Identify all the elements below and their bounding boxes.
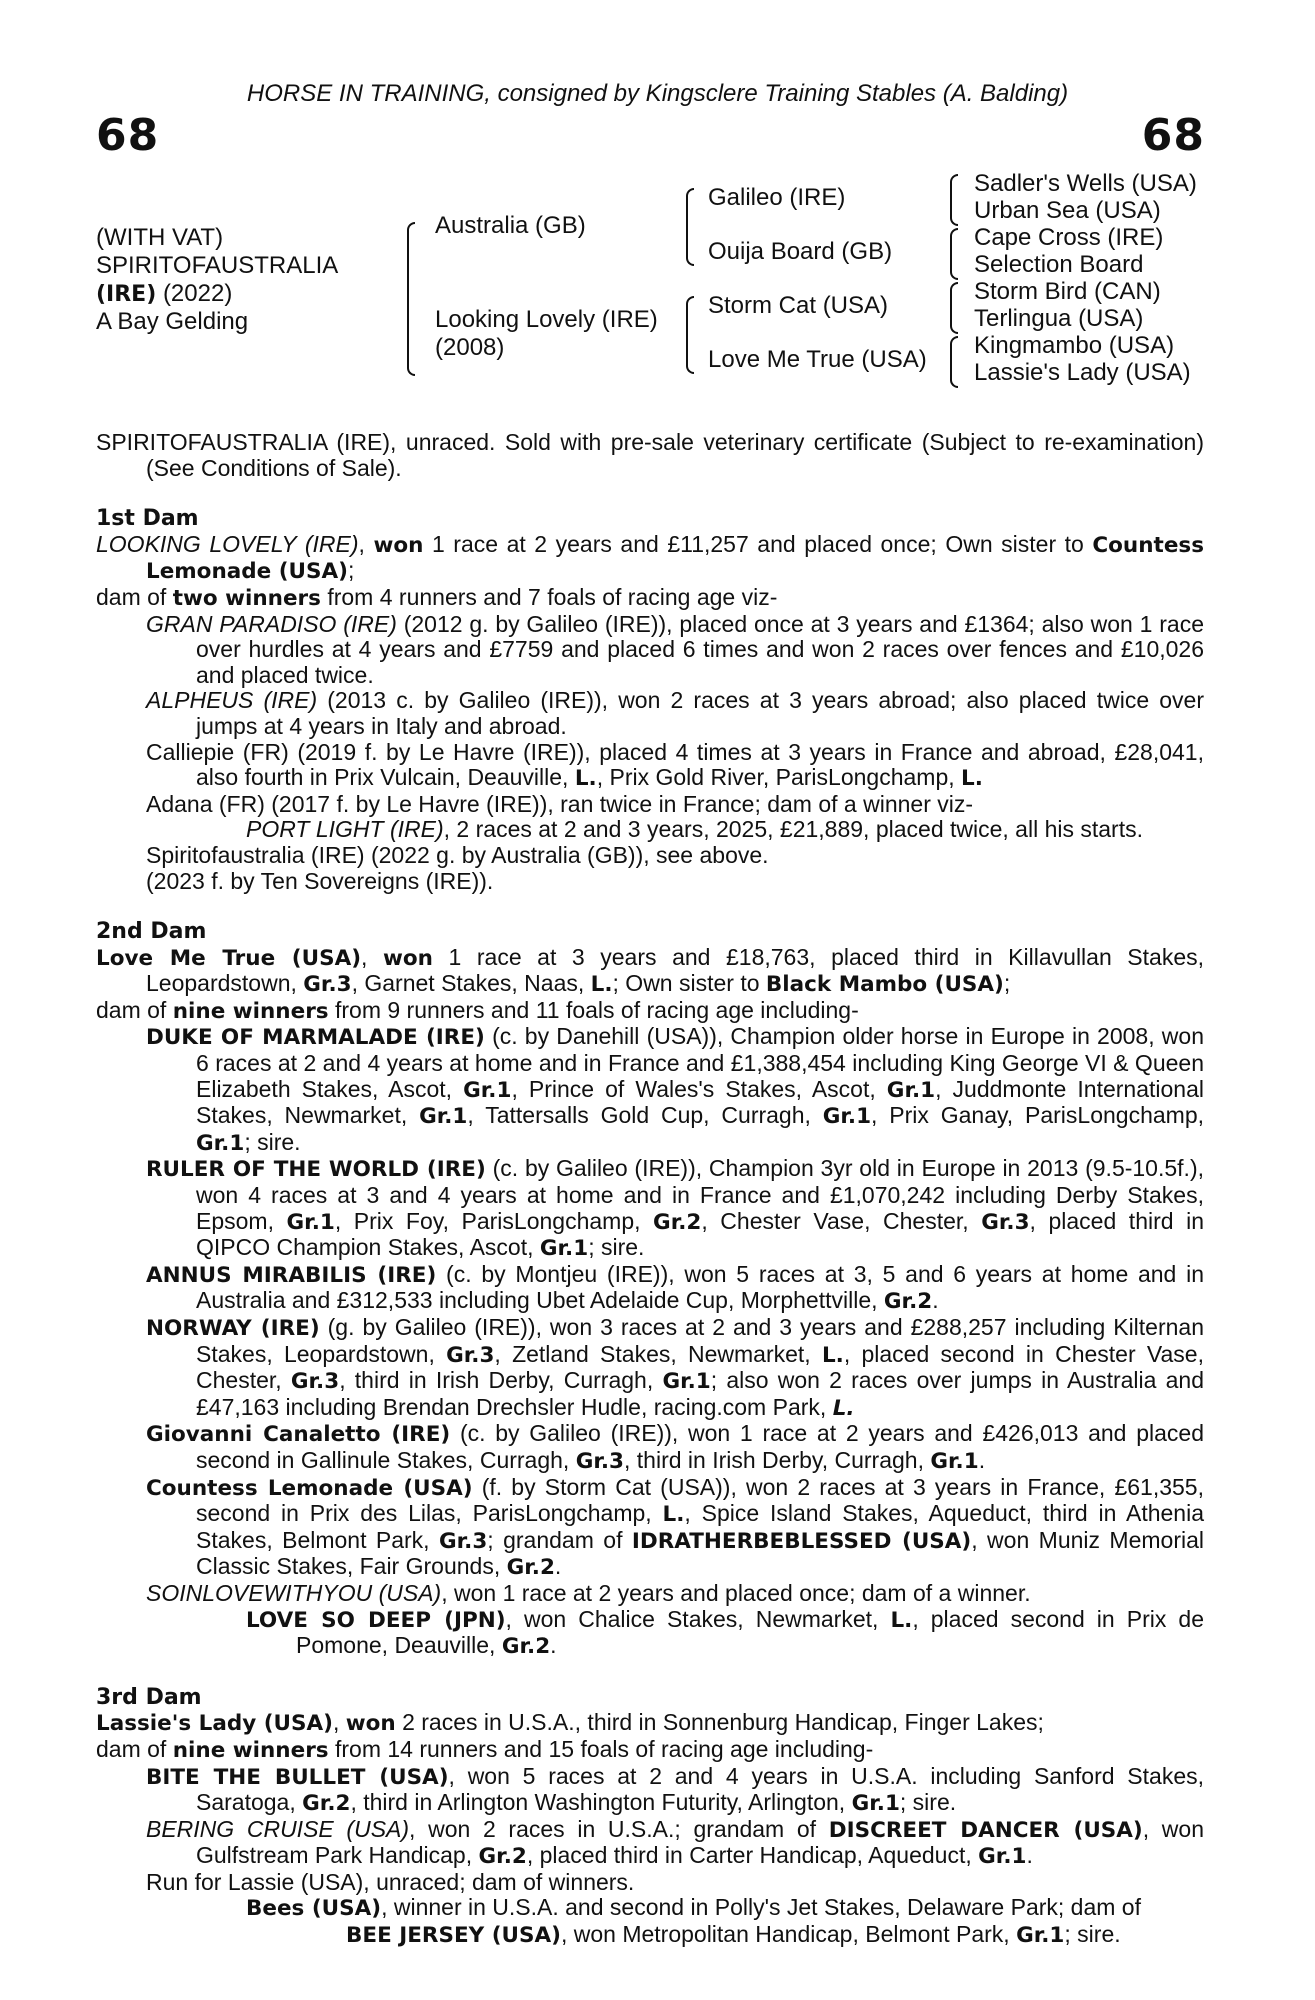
grade: L. — [961, 766, 983, 792]
third-dam-record: Lassie's Lady (USA), won 2 races in U.S.A., third in Sonnenburg Handicap, Finger Lakes; — [96, 1709, 1044, 1737]
first-dam-produce — [96, 585, 1204, 612]
grade: L. — [832, 1395, 855, 1421]
text: (c. by Danehill (USA)), Champion older horse in Europe in 2008, won 6 races at 2 and 4 years at home and in France and £1,388,454 including King George VI & Queen Elizabeth Stakes, Ascot, — [196, 1023, 1204, 1102]
granddam-2: Selection Board — [974, 251, 1144, 278]
horse-country-year — [96, 280, 232, 309]
horse-name: NORWAY (IRE) — [146, 1316, 320, 1341]
horse-name: BERING CRUISE (USA) — [146, 1815, 410, 1842]
text: (f. by Storm Cat (USA)), won 2 races at 3 years in France, £61,355, second in Prix des Lilas, ParisLongchamp, — [196, 1473, 1204, 1527]
text: (g. by Galileo (IRE)), won 3 races at 2 and 3 years and £288,257 including Kilternan Stakes, Leopardstown, — [196, 1314, 1205, 1367]
text: from 14 runners and 15 foals of racing age including- — [328, 1735, 874, 1762]
text: (c. by Montjeu (IRE)), won 5 races at 3, 5 and 6 years at home and in Australia and £312,533 including Ubet Adelaide Cup, Morphettville, — [196, 1260, 1204, 1314]
produce-alpheus — [96, 688, 1204, 739]
text: (2013 c. by Galileo (IRE)), won 2 races at 3 years abroad; also placed twice over jumps at 4 years in Italy and abroad. — [196, 687, 1204, 739]
first-dam-heading: 1st Dam — [96, 506, 199, 532]
winners-count: nine winners — [172, 1737, 329, 1763]
produce-gran-paradiso — [96, 612, 1204, 689]
text: , Spice Island Stakes, Aqueduct, third in Athenia Stakes, Belmont Park, — [196, 1500, 1204, 1553]
text: , won 1 race at 2 years and placed once; dam of a winner. — [441, 1579, 1031, 1606]
text: from 4 runners and 7 foals of racing age viz- — [320, 583, 778, 610]
third-dam-name: Lassie's Lady (USA) — [96, 1711, 333, 1737]
horse-name: DUKE OF MARMALADE (IRE) — [146, 1025, 485, 1051]
horse-name: ANNUS MIRABILIS (IRE) — [146, 1262, 437, 1288]
horse-name: SPIRITOFAUSTRALIA — [96, 252, 339, 279]
grade: L. — [662, 1502, 685, 1528]
horse-name: DISCREET DANCER (USA) — [828, 1817, 1143, 1843]
punct: ; — [347, 557, 355, 584]
grandsire-2: Cape Cross (IRE) — [974, 224, 1164, 251]
granddam-3: Terlingua (USA) — [974, 305, 1144, 332]
vat-label: (WITH VAT) — [96, 224, 224, 251]
page-header: HORSE IN TRAINING, consigned by Kingsclere Training Stables (A. Balding) — [246, 80, 1069, 107]
horse-name: SOINLOVEWITHYOU (USA) — [146, 1579, 442, 1606]
text: , Tattersalls Gold Cup, Curragh, — [467, 1102, 823, 1129]
text: , won 5 races at 2 and 4 years in U.S.A. including Sanford Stakes, Saratoga, — [196, 1762, 1205, 1816]
grade: Gr.1 — [851, 1791, 900, 1817]
text: , placed second in Chester Vase, Chester, — [196, 1340, 1204, 1394]
horse-country: (IRE) — [96, 282, 157, 307]
horse-name: BITE THE BULLET (USA) — [146, 1764, 449, 1790]
produce-port-light — [96, 817, 1204, 843]
text: , won 2 races in U.S.A.; grandam of — [409, 1815, 829, 1842]
horse-year: (2022) — [162, 280, 233, 307]
text: (c. by Galileo (IRE)), won 1 race at 2 years and £426,013 and placed second in Gallinule Stakes, Curragh, — [196, 1420, 1204, 1473]
produce-annus-mirabilis — [96, 1262, 1204, 1315]
produce-ruler-of-the-world — [96, 1156, 1204, 1261]
text: . — [978, 1446, 986, 1473]
grade: Gr.1 — [662, 1369, 711, 1395]
second-dam-record: Love Me True (USA), won 1 race at 3 years and £18,763, placed third in Killavullan Stakes, Leopardstown, Gr.3, Garnet Stakes, Naas, L.; Own sister to Black Mambo (USA); — [96, 943, 1205, 998]
text: ; grandam of — [487, 1526, 632, 1553]
text: ; Own sister to — [612, 970, 766, 997]
produce-norway — [96, 1315, 1204, 1421]
produce-bering-cruise — [96, 1817, 1204, 1870]
produce-bite-the-bullet — [96, 1764, 1204, 1817]
text: , third in Irish Derby, Curragh, — [624, 1446, 931, 1473]
grade: Gr.1 — [1016, 1923, 1065, 1949]
text: , 2 races at 2 and 3 years, 2025, £21,889, placed twice, all his starts. — [443, 816, 1143, 843]
winners-count: nine winners — [172, 998, 329, 1024]
produce-adana: Adana (FR) (2017 f. by Le Havre (IRE)), ran twice in France; dam of a winner viz- — [146, 790, 974, 817]
text: dam of — [96, 1735, 173, 1762]
grade: Gr.3 — [303, 972, 352, 998]
pedigree-brace — [407, 222, 415, 376]
text: , won Muniz Memorial Classic Stakes, Fair Grounds, — [196, 1526, 1204, 1580]
text: , placed third in QIPCO Champion Stakes, Ascot, — [196, 1207, 1204, 1261]
grade: Gr.1 — [978, 1844, 1027, 1870]
text: , Prince of Wales's Stakes, Ascot, — [511, 1075, 887, 1102]
text: (2012 g. by Galileo (IRE)), placed once at 3 years and £1364; also won 1 race over hurdles at 4 years and £7759 and placed 6 times and won 2 races over fences and £10,026 and placed twice. — [196, 610, 1204, 688]
grade: Gr.1 — [930, 1448, 979, 1474]
produce-duke-of-marmalade — [96, 1024, 1204, 1156]
text: , winner in U.S.A. and second in Polly's Jet Stakes, Delaware Park; dam of — [381, 1894, 1141, 1921]
grade: Gr.3 — [438, 1528, 488, 1554]
produce-spiritofaustralia: Spiritofaustralia (IRE) (2022 g. by Australia (GB)), see above. — [146, 841, 769, 868]
lot-number-right: 68 — [1141, 110, 1205, 161]
won-label: won — [383, 945, 433, 971]
text: . — [550, 1632, 557, 1659]
grade: Gr.1 — [886, 1077, 936, 1103]
record-text: 1 race at 2 years and £11,257 and placed once; Own sister to — [423, 530, 1093, 557]
dam-name: Looking Lovely (IRE) — [435, 306, 658, 333]
horse-description: A Bay Gelding — [96, 308, 249, 335]
horse-name: IDRATHERBEBLESSED (USA) — [631, 1528, 972, 1554]
produce-giovanni-canaletto — [96, 1421, 1204, 1474]
first-dam-record: LOOKING LOVELY (IRE), won 1 race at 2 years and £11,257 and placed once; Own sister to Countess Lemonade (USA); — [96, 530, 1204, 585]
grandsire-3: Storm Bird (CAN) — [974, 278, 1161, 305]
text: , Chester Vase, Chester, — [701, 1207, 982, 1234]
granddam-1: Urban Sea (USA) — [974, 197, 1161, 224]
produce-2023-foal: (2023 f. by Ten Sovereigns (IRE)). — [146, 867, 494, 894]
grade: Gr.1 — [463, 1077, 512, 1103]
sire: Australia (GB) — [435, 212, 586, 239]
grandsire-4: Kingmambo (USA) — [974, 332, 1175, 359]
produce-bees — [96, 1895, 1204, 1922]
pedigree-brace — [686, 296, 694, 374]
grade: Gr.3 — [981, 1209, 1030, 1235]
produce-countess-lemonade — [96, 1475, 1204, 1581]
granddam-4: Lassie's Lady (USA) — [974, 359, 1191, 386]
text: , Prix Gold River, ParisLongchamp, — [596, 764, 962, 791]
grade: Gr.3 — [575, 1448, 625, 1474]
second-dam-heading: 2nd Dam — [96, 919, 207, 945]
horse-name: GRAN PARADISO (IRE) — [146, 610, 397, 637]
dam-year: (2008) — [435, 334, 505, 361]
grade: Gr.1 — [196, 1130, 245, 1156]
horse-name: ALPHEUS (IRE) — [146, 687, 318, 714]
text: ; sire. — [244, 1128, 301, 1155]
intro-paragraph: SPIRITOFAUSTRALIA (IRE), unraced. Sold with pre-sale veterinary certificate (Subject to re-examination) (See Conditions of Sale). — [96, 429, 1204, 481]
horse-name: Giovanni Canaletto (IRE) — [146, 1422, 451, 1448]
sister-name: Countess Lemonade (USA) — [146, 532, 1204, 585]
pedigree-brace — [950, 174, 958, 226]
horse-name: PORT LIGHT (IRE) — [246, 816, 444, 843]
pedigree-brace — [950, 336, 958, 388]
text: . — [932, 1287, 939, 1314]
produce-love-so-deep — [96, 1607, 1204, 1660]
produce-bee-jersey — [96, 1922, 1204, 1949]
text: , third in Arlington Washington Futurity, Arlington, — [350, 1789, 852, 1816]
grade: Gr.2 — [302, 1791, 351, 1817]
first-dam-name: LOOKING LOVELY (IRE) — [96, 530, 359, 557]
grade: L. — [890, 1607, 913, 1633]
produce-calliepie — [96, 740, 1204, 792]
horse-name: BEE JERSEY (USA) — [346, 1923, 561, 1949]
grade: Gr.1 — [286, 1209, 335, 1235]
text: ; also won 2 races over jumps in Australia and £47,163 including Brendan Drechsler Hudle, racing.com Park, — [196, 1367, 1205, 1420]
text: . — [554, 1553, 562, 1580]
grade: Gr.2 — [506, 1555, 555, 1581]
third-dam-produce — [96, 1737, 1204, 1764]
text: , won Gulfstream Park Handicap, — [196, 1815, 1204, 1869]
grade: Gr.1 — [539, 1236, 589, 1262]
grade: L. — [821, 1342, 844, 1368]
horse-name: Countess Lemonade (USA) — [146, 1475, 473, 1501]
sire-dam: Ouija Board (GB) — [708, 238, 893, 265]
second-dam-produce — [96, 998, 1204, 1025]
sister-name: Black Mambo (USA) — [765, 972, 1004, 998]
produce-soinlovewithyou — [96, 1581, 1204, 1607]
text: , third in Irish Derby, Curragh, — [339, 1367, 663, 1394]
text: ; sire. — [1064, 1921, 1121, 1948]
grade: Gr.3 — [446, 1342, 495, 1368]
winners-count: two winners — [172, 585, 321, 611]
punct: ; — [1003, 970, 1011, 997]
horse-name: Bees (USA) — [246, 1896, 382, 1922]
grade: Gr.2 — [883, 1289, 933, 1315]
second-dam-name: Love Me True (USA) — [96, 945, 362, 971]
sire-sire: Galileo (IRE) — [708, 184, 846, 211]
text: dam of — [96, 996, 173, 1023]
horse-name: RULER OF THE WORLD (IRE) — [146, 1157, 486, 1183]
pedigree-brace — [950, 228, 958, 280]
grade: Gr.2 — [501, 1634, 551, 1660]
text: ; sire. — [588, 1234, 645, 1261]
text: dam of — [96, 583, 173, 610]
grade: L. — [574, 766, 597, 792]
text: , won Metropolitan Handicap, Belmont Park, — [560, 1921, 1017, 1948]
text: 1 race at 3 years and £18,763, placed third in Killavullan Stakes, Leopardstown, — [146, 943, 1205, 997]
text: from 9 runners and 11 foals of racing age including- — [328, 996, 859, 1023]
dam-sire: Storm Cat (USA) — [708, 292, 889, 319]
pedigree-brace — [950, 282, 958, 334]
text: , placed third in Carter Handicap, Aqueduct, — [526, 1842, 979, 1869]
text: Calliepie (FR) (2019 f. by Le Havre (IRE)), placed 4 times at 3 years in France and abroad, £28,041, also fourth in Prix Vulcain, Deauville, — [146, 738, 1204, 791]
third-dam-heading: 3rd Dam — [96, 1684, 202, 1710]
grade: Gr.3 — [290, 1369, 340, 1395]
horse-name: LOVE SO DEEP (JPN) — [246, 1607, 506, 1633]
text: 2 races in U.S.A., third in Sonnenburg Handicap, Finger Lakes; — [395, 1709, 1044, 1736]
produce-run-for-lassie: Run for Lassie (USA), unraced; dam of winners. — [146, 1868, 635, 1895]
lot-number-left: 68 — [96, 110, 160, 161]
text: , Zetland Stakes, Newmarket, — [494, 1340, 822, 1367]
grade: L. — [590, 972, 613, 998]
text: , Garnet Stakes, Naas, — [351, 970, 591, 997]
text: . — [1026, 1842, 1033, 1869]
text: ; sire. — [899, 1789, 957, 1816]
won-label: won — [345, 1711, 396, 1737]
grade: Gr.2 — [653, 1209, 702, 1235]
text: , Prix Foy, ParisLongchamp, — [334, 1207, 654, 1234]
text: , placed second in Prix de Pomone, Deauville, — [296, 1605, 1204, 1659]
grade: Gr.1 — [822, 1104, 872, 1130]
text: , Juddmonte International Stakes, Newmarket, — [196, 1075, 1204, 1129]
catalogue-text — [96, 430, 1204, 1949]
dam-dam: Love Me True (USA) — [708, 346, 927, 373]
grandsire-1: Sadler's Wells (USA) — [974, 170, 1197, 197]
text: , Prix Ganay, ParisLongchamp, — [871, 1102, 1204, 1129]
won-label: won — [373, 532, 424, 558]
grade: Gr.1 — [419, 1104, 468, 1130]
pedigree-brace — [686, 188, 694, 266]
text: , won Chalice Stakes, Newmarket, — [505, 1605, 891, 1632]
grade: Gr.2 — [478, 1844, 527, 1870]
text: (c. by Galileo (IRE)), Champion 3yr old in Europe in 2013 (9.5-10.5f.), won 4 races at 3 and 4 years at home and in France and £1,070,242 including Derby Stakes, Epsom, — [196, 1155, 1204, 1234]
